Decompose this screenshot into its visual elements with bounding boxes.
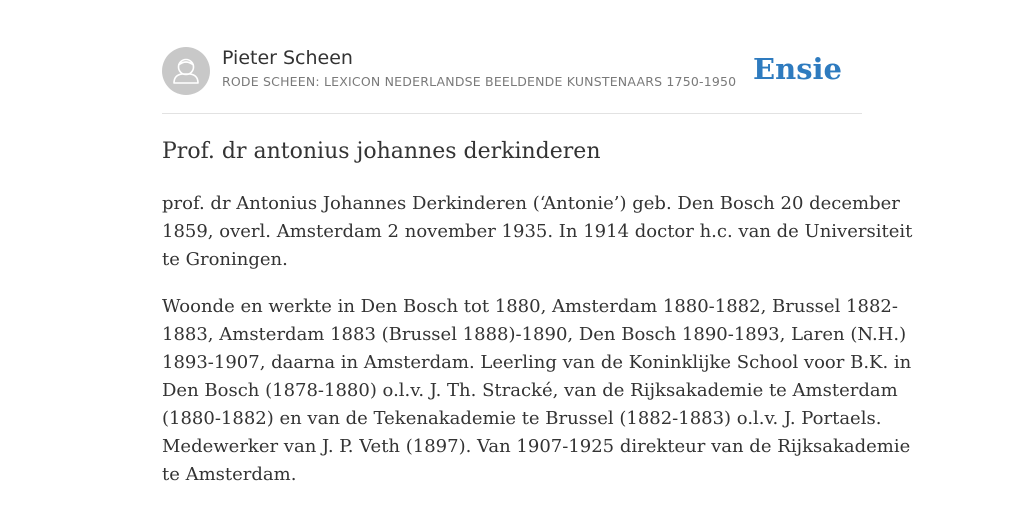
paragraph-line: 1883, Amsterdam 1883 (Brussel 1888)-1890, Den Bosch 1890-1893, Laren (N.H.)	[162, 324, 907, 345]
header-divider	[162, 113, 862, 114]
article-body	[162, 190, 913, 508]
paragraph-line: prof. dr Antonius Johannes Derkinderen (‘Antonie’) geb. Den Bosch 20 december	[162, 193, 900, 214]
paragraph-line: (1880-1882) en van de Tekenakademie te Brussel (1882-1883) o.l.v. J. Portaels.	[162, 408, 882, 429]
brand-logo[interactable]: Ensie	[753, 52, 842, 86]
paragraph-line: Medewerker van J. P. Veth (1897). Van 1907-1925 direkteur van de Rijksakademie	[162, 436, 911, 457]
paragraph-1	[162, 190, 913, 274]
paragraph-line: 1893-1907, daarna in Amsterdam. Leerling van de Koninklijke School voor B.K. in	[162, 352, 912, 373]
avatar[interactable]	[162, 47, 210, 95]
paragraph-line: 1859, overl. Amsterdam 2 november 1935. In 1914 doctor h.c. van de Universiteit	[162, 221, 913, 242]
paragraph-line: te Amsterdam.	[162, 464, 297, 485]
paragraph-line: Den Bosch (1878-1880) o.l.v. J. Th. Stracké, van de Rijksakademie te Amsterdam	[162, 380, 898, 401]
author-name[interactable]: Pieter Scheen	[222, 47, 353, 69]
article-header	[162, 46, 862, 96]
paragraph-line: Woonde en werkte in Den Bosch tot 1880, Amsterdam 1880-1882, Brussel 1882-	[162, 296, 898, 317]
paragraph-2	[162, 293, 912, 489]
article-title: Prof. dr antonius johannes derkinderen	[162, 139, 601, 164]
paragraph-line: te Groningen.	[162, 249, 288, 270]
source-title[interactable]: RODE SCHEEN: LEXICON NEDERLANDSE BEELDENDE KUNSTENAARS 1750-1950	[222, 74, 737, 89]
user-icon	[162, 47, 210, 95]
